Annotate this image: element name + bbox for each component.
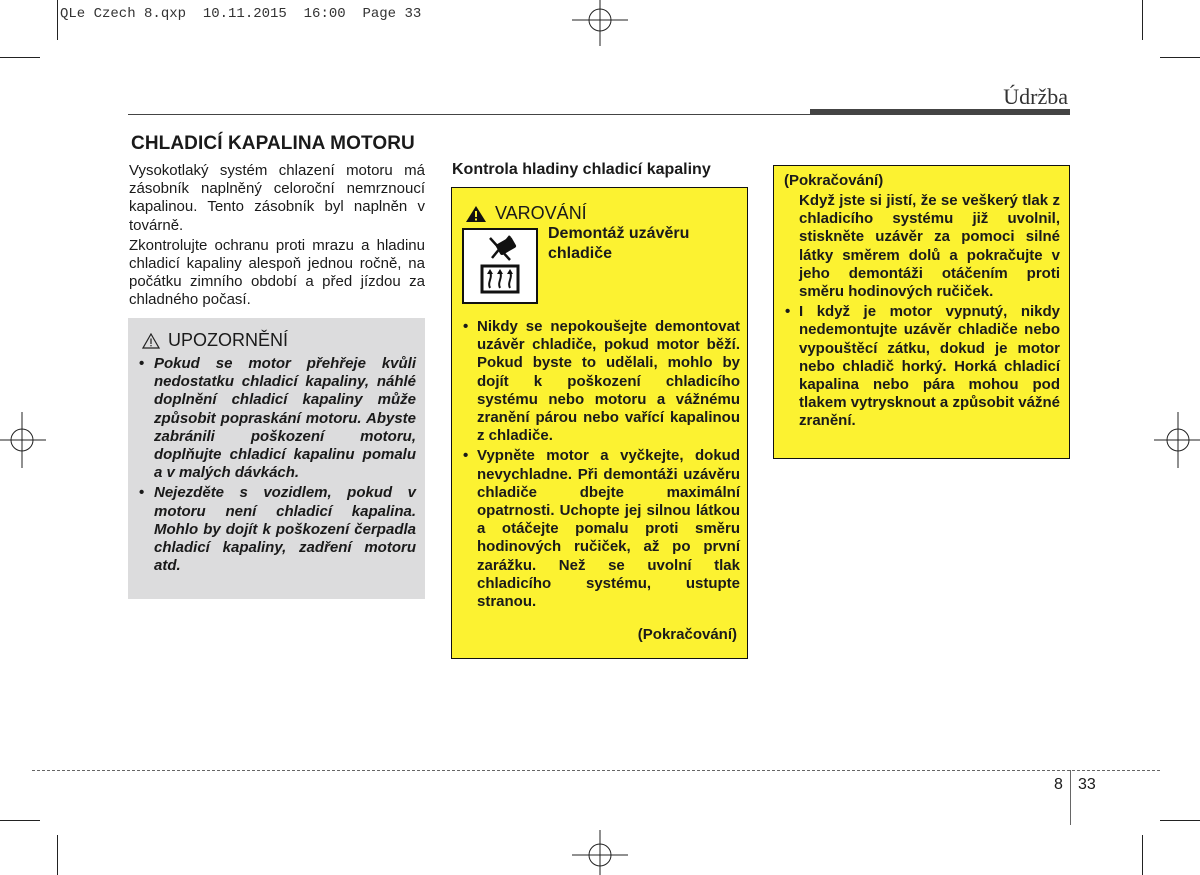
- caution-item: • Pokud se motor přehřeje kvůli nedostatku chladicí kapaliny, náhlé doplnění chladicí kapaliny může způsobit popraskání motoru. Abyste zabránili poškození motoru, doplňujte chladicí kapalinu pomalu a v malých dávkách.: [138, 355, 416, 482]
- crop-mark: [1142, 835, 1143, 875]
- warning-triangle-icon: [465, 205, 487, 223]
- footer-rule: [32, 770, 1160, 771]
- radiator-cap-hazard-icon: [462, 228, 538, 304]
- page-heading: CHLADICÍ KAPALINA MOTORU: [131, 133, 415, 154]
- crop-mark: [57, 835, 58, 875]
- caution-list: [138, 355, 416, 577]
- section-title: Údržba: [1003, 84, 1068, 109]
- crop-mark: [57, 0, 58, 40]
- continuation-item: • I když je motor vypnutý, nikdy nedemontujte uzávěr chladiče nebo vypouštěcí zátku, dokud je motor nebo chladič horký. Horká chladicí kapalina nebo pára mohou pod tlakem vytrysknout a způsobit vážné zranění.: [784, 303, 1060, 430]
- warning-box: [451, 187, 748, 659]
- subheading: Kontrola hladiny chladicí kapaliny: [452, 161, 711, 178]
- chapter-number: 8: [1054, 776, 1063, 793]
- caution-box: [128, 318, 425, 599]
- caution-title: UPOZORNĚNÍ: [168, 330, 289, 350]
- crop-mark: [0, 57, 40, 58]
- registration-mark-icon: [0, 412, 46, 468]
- crop-mark: [1160, 820, 1200, 821]
- warning-header: [465, 203, 587, 224]
- warning-title: VAROVÁNÍ: [495, 203, 587, 223]
- page-number: 33: [1078, 776, 1096, 793]
- continuation-box: [773, 165, 1070, 459]
- warning-list: [462, 318, 740, 613]
- warning-subtitle: Demontáž uzávěru chladiče: [548, 225, 690, 262]
- caution-header: [142, 330, 288, 351]
- intro-text: [129, 162, 425, 312]
- intro-paragraph: Zkontrolujte ochranu proti mrazu a hladinu chladicí kapaliny alespoň jednou ročně, na počátku zimního období a před jízdou za chladného počasí.: [129, 236, 425, 309]
- print-header: QLe Czech 8.qxp 10.11.2015 16:00 Page 33: [60, 6, 422, 22]
- continuation-text: Když jste si jistí, že se veškerý tlak z chladicího systému již uvolnil, stiskněte uzávěr za pomoci silné látky směrem dolů a pokračujte v jeho demontáži otáčením proti směru hodinových ručiček.: [799, 192, 1060, 301]
- continuation-label: (Pokračování): [784, 172, 884, 189]
- crop-mark: [0, 820, 40, 821]
- warning-item: • Nikdy se nepokoušejte demontovat uzávěr chladiče, pokud motor běží. Pokud byste to udělali, mohlo by dojít k poškození chladicího systému nebo motoru a vážnému zranění párou nebo vařící kapalinou z chladiče.: [462, 318, 740, 445]
- registration-mark-icon: [572, 830, 628, 875]
- page-number-divider: [1070, 770, 1071, 825]
- warning-item: • Vypněte motor a vyčkejte, dokud nevychladne. Při demontáži uzávěru chladiče dbejte maximální opatrnosti. Uchopte jej silnou látkou a otáčejte pomalu proti směru hodinových ručiček, až po první zarážku. Než se uvolní tlak chladicího systému, ustupte stranou.: [462, 447, 740, 611]
- registration-mark-icon: [1154, 412, 1200, 468]
- intro-paragraph: Vysokotlaký systém chlazení motoru má zásobník naplněný celoroční nemrznoucí kapalinou. Tento zásobník byl naplněn v továrně.: [129, 162, 425, 234]
- continuation-list: [784, 192, 1060, 433]
- registration-mark-icon: [572, 0, 628, 46]
- caution-item: • Nejezděte s vozidlem, pokud v motoru není chladicí kapalina. Mohlo by dojít k poškození čerpadla chladicí kapaliny, zadření motoru atd.: [138, 484, 416, 575]
- header-rule-accent: [810, 109, 1070, 115]
- crop-mark: [1160, 57, 1200, 58]
- continued-note: (Pokračování): [637, 626, 737, 643]
- crop-mark: [1142, 0, 1143, 40]
- caution-triangle-icon: [142, 333, 160, 349]
- header-rule: [128, 114, 810, 115]
